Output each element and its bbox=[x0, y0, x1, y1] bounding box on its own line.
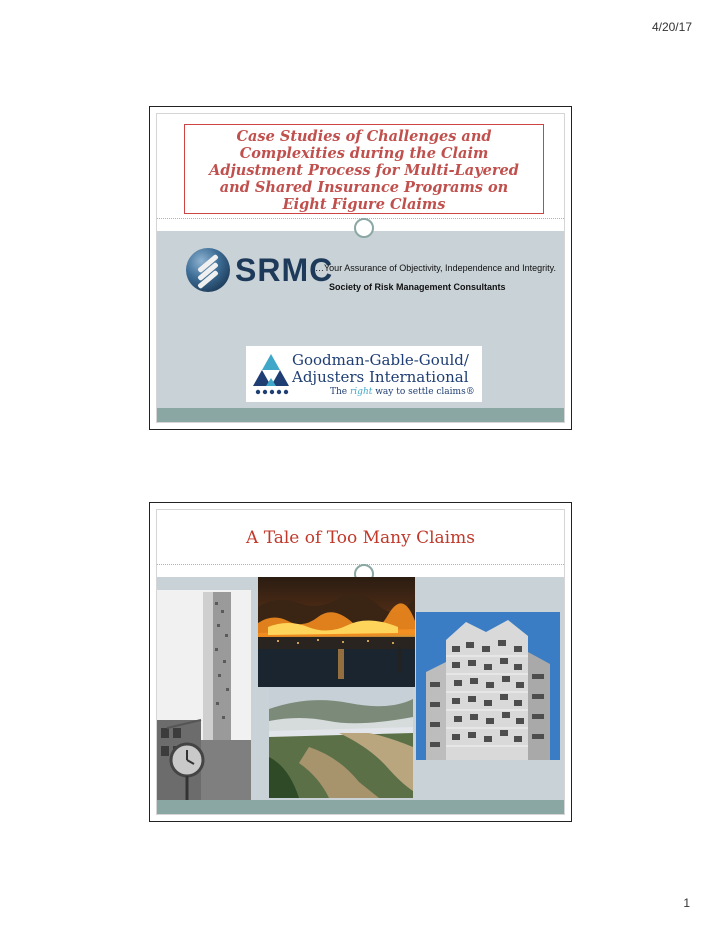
gga-name-line-1: Goodman-Gable-Gould/ bbox=[292, 351, 469, 369]
flood-photo bbox=[269, 687, 413, 798]
gga-slogan-end: way to settle claims® bbox=[372, 387, 475, 397]
title-box bbox=[184, 124, 544, 214]
triangle-logo-icon bbox=[250, 352, 292, 396]
srmc-society-name: Society of Risk Management Consultants bbox=[329, 282, 506, 292]
srmc-tagline: …Your Assurance of Objectivity, Independence and Integrity. bbox=[315, 263, 556, 273]
page-date: 4/20/17 bbox=[651, 20, 692, 34]
ring-connector-icon bbox=[354, 218, 374, 238]
damaged-building-photo bbox=[416, 612, 560, 760]
title-line-2: Complexities during the Claim bbox=[239, 145, 489, 162]
srmc-wordmark: SRMC bbox=[235, 252, 334, 288]
slide-header bbox=[157, 114, 564, 218]
page-number: 1 bbox=[683, 896, 690, 910]
gga-slogan-start: The bbox=[330, 387, 350, 397]
title-line-5: Eight Figure Claims bbox=[282, 196, 446, 213]
slide-title bbox=[185, 128, 543, 213]
slide-title: A Tale of Too Many Claims bbox=[246, 528, 475, 548]
slide-header bbox=[157, 510, 564, 564]
gga-name-line-2: Adjusters International bbox=[292, 368, 469, 386]
slide-footer-bar bbox=[157, 800, 564, 814]
title-line-4: and Shared Insurance Programs on bbox=[219, 179, 509, 196]
wildfire-photo bbox=[258, 577, 415, 687]
srmc-globe-icon bbox=[186, 248, 230, 292]
slide-thumbnail-2 bbox=[149, 502, 572, 822]
slide-frame bbox=[156, 113, 565, 423]
gga-slogan bbox=[330, 387, 475, 397]
slide-thumbnail-1 bbox=[149, 106, 572, 430]
gga-slogan-accent: right bbox=[350, 387, 373, 397]
slide-footer-bar bbox=[157, 408, 564, 422]
gga-logo bbox=[246, 346, 482, 402]
title-line-3: Adjustment Process for Multi-Layered bbox=[209, 162, 519, 179]
title-line-1: Case Studies of Challenges and bbox=[236, 128, 492, 145]
slide-frame bbox=[156, 509, 565, 815]
tower-photo bbox=[157, 590, 251, 804]
